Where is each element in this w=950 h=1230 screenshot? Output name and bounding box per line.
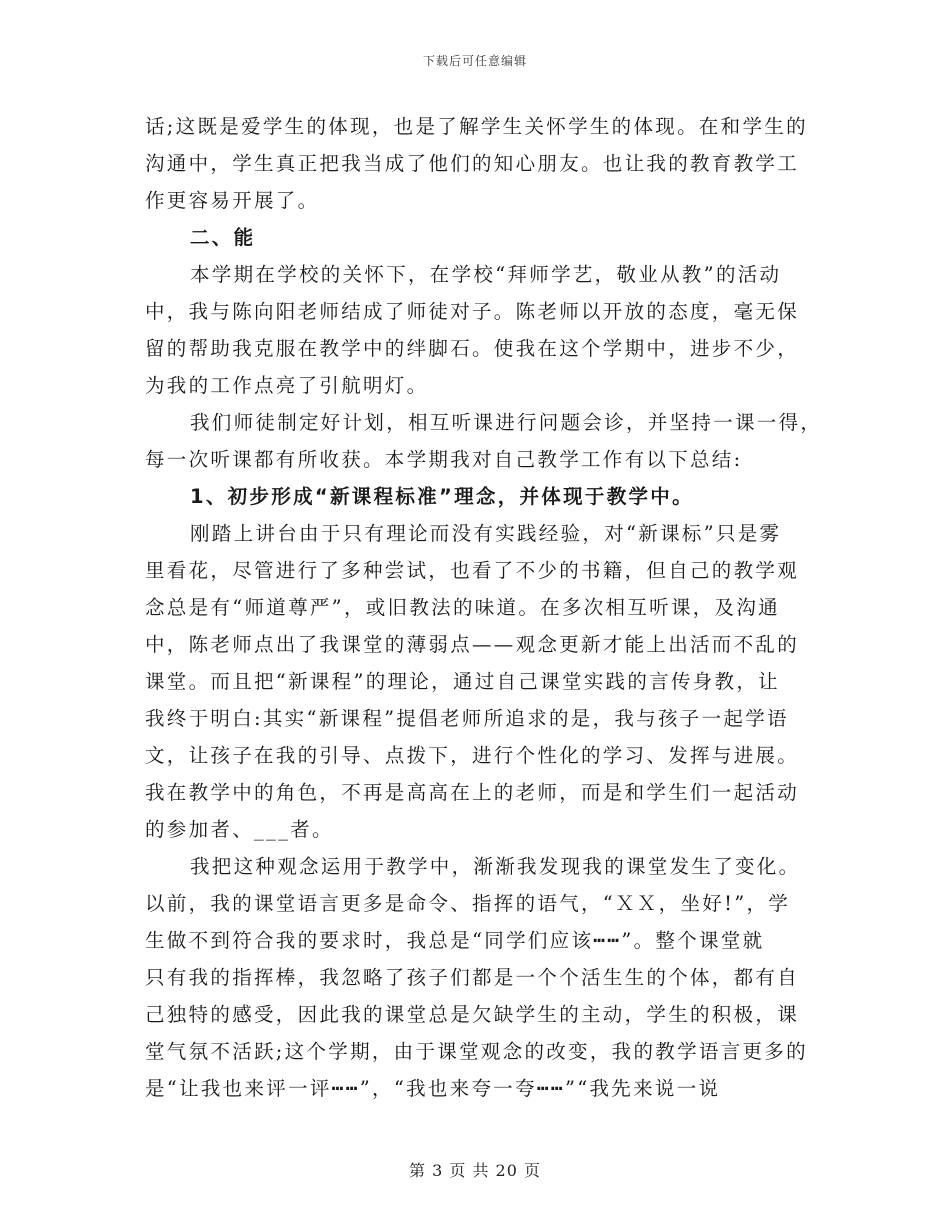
paragraph-line: 我在教学中的角色，不再是高高在上的老师，而是和学生们一起活动: [145, 781, 800, 804]
paragraph-line: 沟通中，学生真正把我当成了他们的知心朋友。也让我的教育教学工: [145, 152, 800, 175]
paragraph-line: 我终于明白:其实“新课程”提倡老师所追求的是，我与孩子一起学语: [145, 707, 789, 730]
paragraph-line: 只有我的指挥棒，我忽略了孩子们都是一个个活生生的个体，都有自: [145, 966, 800, 989]
paragraph-line: 我把这种观念运用于教学中，渐渐我发现我的课堂发生了变化。: [190, 855, 801, 878]
paragraph-line: 中，我与陈向阳老师结成了师徒对子。陈老师以开放的态度，毫无保: [145, 300, 800, 323]
paragraph-line: 的参加者、___者。: [145, 818, 334, 841]
paragraph-line: 堂气氛不活跃;这个学期，由于课堂观念的改变，我的教学语言更多的: [145, 1040, 808, 1063]
paragraph-line: 每一次听课都有所收获。本学期我对自己教学工作有以下总结:: [145, 448, 743, 471]
document-body: [145, 108, 823, 1107]
section-heading: 二、能: [190, 226, 256, 249]
paragraph-line: 话;这既是爱学生的体现，也是了解学生关怀学生的体现。在和学生的: [145, 115, 808, 138]
paragraph-line: 生做不到符合我的要求时，我总是“同学们应该┅┅”。整个课堂就: [145, 929, 765, 952]
paragraph-line: 我们师徒制定好计划，相互听课进行问题会诊，并坚持一课一得，: [190, 411, 823, 434]
paragraph-line: 课堂。而且把“新课程”的理论，通过自己课堂实践的言传身教，让: [145, 670, 780, 693]
paragraph-line: 文，让孩子在我的引导、点拨下，进行个性化的学习、发挥与进展。: [145, 744, 800, 767]
paragraph-line: 念总是有“师道尊严”，或旧教法的味道。在多次相互听课，及沟通: [145, 596, 780, 619]
paragraph-line: 作更容易开展了。: [145, 189, 320, 212]
paragraph-line: 中，陈老师点出了我课堂的薄弱点——观念更新才能上出活而不乱的: [145, 633, 800, 656]
paragraph-line: 以前，我的课堂语言更多是命令、指挥的语气，“ＸＸ，坐好!”，学: [145, 892, 791, 915]
paragraph-line: 己独特的感受，因此我的课堂总是欠缺学生的主动，学生的积极，课: [145, 1003, 800, 1026]
paragraph-line: 刚踏上讲台由于只有理论而没有实践经验，对“新课标”只是雾: [190, 522, 782, 545]
paragraph-line: 是“让我也来评一评┅┅”，“我也来夸一夸┅┅”“我先来说一说: [145, 1077, 721, 1100]
page-header: 下载后可任意编辑: [422, 54, 527, 68]
paragraph-line: 为我的工作点亮了引航明灯。: [145, 374, 429, 397]
page-footer: 第 3 页 共 20 页: [409, 1161, 541, 1180]
section-heading: 1、初步形成“新课程标准”理念，并体现于教学中。: [190, 485, 694, 508]
paragraph-line: 留的帮助我克服在教学中的绊脚石。使我在这个学期中，进步不少，: [145, 337, 800, 360]
paragraph-line: 里看花，尽管进行了多种尝试，也看了不少的书籍，但自己的教学观: [145, 559, 800, 582]
paragraph-line: 本学期在学校的关怀下，在学校“拜师学艺，敬业从教”的活动: [190, 263, 782, 286]
